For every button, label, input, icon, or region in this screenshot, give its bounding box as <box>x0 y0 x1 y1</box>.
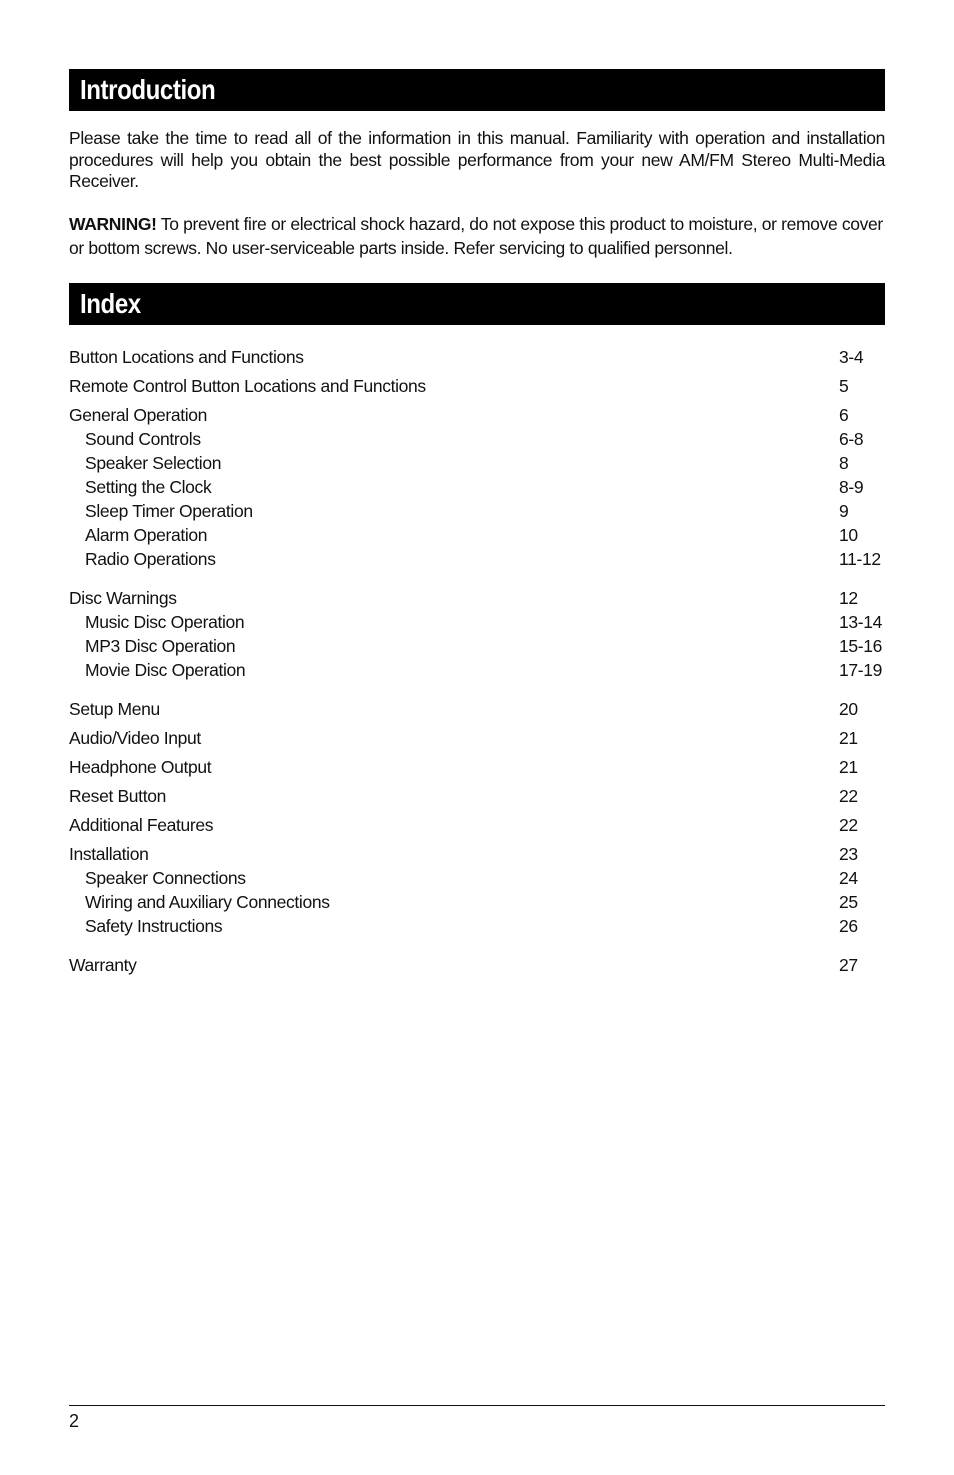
index-entry-label: Speaker Connections <box>85 867 246 888</box>
index-entry <box>69 784 885 813</box>
index-subentry <box>69 475 885 499</box>
index-entry-label: Sleep Timer Operation <box>85 500 253 521</box>
index-entry-page: 13-14 <box>839 611 883 632</box>
index-subentry <box>69 890 885 914</box>
index-entry-page: 24 <box>839 867 858 888</box>
index-entry-page: 25 <box>839 891 858 912</box>
index-subentry <box>69 634 885 658</box>
index-entry-label: Safety Instructions <box>85 915 223 936</box>
index-group <box>69 374 885 403</box>
index-list <box>69 345 885 982</box>
index-entry-label: Setup Menu <box>69 698 160 719</box>
index-group <box>69 755 885 784</box>
index-entry-page: 20 <box>839 698 858 719</box>
index-entry <box>69 953 885 982</box>
introduction-title: Introduction <box>80 74 216 105</box>
index-group <box>69 403 885 571</box>
introduction-paragraph: Please take the time to read all of the information in this manual. Familiarity with operation and installation procedures will help you obtain the best possible performance from your new AM/FM Stereo Multi-Media Receiver. <box>69 128 885 191</box>
index-entry <box>69 403 885 427</box>
index-entry-page: 3-4 <box>839 346 864 367</box>
page-number: 2 <box>69 1411 80 1431</box>
index-entry-label: Wiring and Auxiliary Connections <box>85 891 330 912</box>
index-entry-label: Sound Controls <box>85 428 201 449</box>
index-entry-page: 9 <box>839 500 849 521</box>
index-group <box>69 784 885 813</box>
index-entry-label: Remote Control Button Locations and Functions <box>69 375 426 396</box>
index-entry-label: Reset Button <box>69 785 166 806</box>
index-entry-label: Disc Warnings <box>69 587 177 608</box>
index-group <box>69 586 885 682</box>
index-entry-page: 12 <box>839 587 858 608</box>
index-entry-label: Movie Disc Operation <box>85 659 246 680</box>
index-entry-page: 6 <box>839 404 849 425</box>
index-entry-page: 22 <box>839 814 858 835</box>
index-subentry <box>69 499 885 523</box>
index-subentry <box>69 427 885 451</box>
index-entry-page: 8-9 <box>839 476 864 497</box>
index-entry <box>69 345 885 374</box>
index-entry-page: 15-16 <box>839 635 883 656</box>
index-entry-page: 17-19 <box>839 659 883 680</box>
index-entry <box>69 755 885 784</box>
introduction-heading <box>69 69 885 111</box>
index-entry-label: Warranty <box>69 954 137 975</box>
index-entry <box>69 374 885 403</box>
index-entry-page: 26 <box>839 915 858 936</box>
index-entry-label: MP3 Disc Operation <box>85 635 236 656</box>
warning-label: WARNING! <box>69 213 157 234</box>
index-entry <box>69 842 885 866</box>
index-entry-label: Button Locations and Functions <box>69 346 304 367</box>
index-entry-page: 22 <box>839 785 858 806</box>
index-entry-label: Alarm Operation <box>85 524 208 545</box>
index-entry <box>69 586 885 610</box>
index-entry <box>69 813 885 842</box>
index-entry-page: 8 <box>839 452 849 473</box>
index-subentry <box>69 451 885 475</box>
index-entry <box>69 726 885 755</box>
index-entry-label: General Operation <box>69 404 208 425</box>
footer-divider <box>69 1405 885 1406</box>
index-group <box>69 813 885 842</box>
index-title: Index <box>80 287 141 319</box>
index-entry-page: 23 <box>839 843 858 864</box>
index-group <box>69 726 885 755</box>
index-entry-page: 21 <box>839 756 858 777</box>
index-heading <box>69 283 885 325</box>
index-group <box>69 697 885 726</box>
index-entry-label: Setting the Clock <box>85 476 212 497</box>
index-entry-label: Speaker Selection <box>85 452 222 473</box>
index-entry-label: Audio/Video Input <box>69 727 201 748</box>
index-subentry <box>69 610 885 634</box>
index-subentry <box>69 547 885 571</box>
index-entry-label: Music Disc Operation <box>85 611 245 632</box>
index-subentry <box>69 658 885 682</box>
index-entry-page: 11-12 <box>839 548 881 569</box>
page-content <box>69 69 885 982</box>
index-entry-label: Installation <box>69 843 149 864</box>
index-entry-label: Additional Features <box>69 814 214 835</box>
index-group <box>69 842 885 938</box>
index-group <box>69 953 885 982</box>
index-entry-page: 21 <box>839 727 858 748</box>
index-entry-page: 10 <box>839 524 858 545</box>
index-entry-label: Radio Operations <box>85 548 216 569</box>
index-entry-page: 5 <box>839 375 849 396</box>
index-entry-page: 6-8 <box>839 428 864 449</box>
index-group <box>69 345 885 374</box>
warning-paragraph <box>69 212 885 260</box>
index-entry <box>69 697 885 726</box>
index-entry-label: Headphone Output <box>69 756 212 777</box>
index-subentry <box>69 914 885 938</box>
warning-text: To prevent fire or electrical shock hazard, do not expose this product to moisture, or remove cover or bottom screws. No user-serviceable parts inside. Refer servicing to qualified personnel. <box>69 213 883 258</box>
index-subentry <box>69 866 885 890</box>
index-entry-page: 27 <box>839 954 858 975</box>
index-subentry <box>69 523 885 547</box>
